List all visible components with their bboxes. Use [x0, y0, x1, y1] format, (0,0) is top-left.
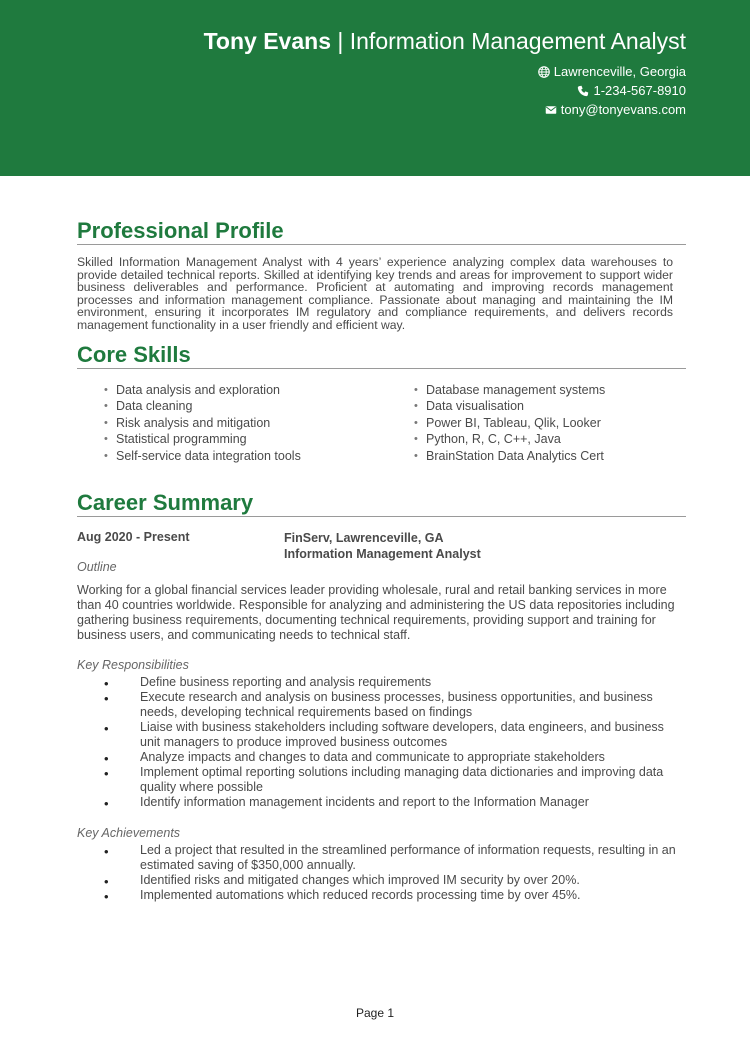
- title-separator: |: [330, 28, 350, 54]
- skills-heading: Core Skills: [77, 342, 686, 369]
- list-item: • Identified risks and mitigated changes which improved IM security by over 20%.: [77, 873, 677, 888]
- phone-text[interactable]: 1-234-567-8910: [593, 83, 686, 98]
- phone-icon: [577, 85, 589, 97]
- outline-label: Outline: [77, 560, 117, 574]
- job-outline: Working for a global financial services leader providing wholesale, rural and retail banking services in more than 40 countries worldwide. Responsible for analyzing and administering the US data repositories including gathering business requirements, documenting technical requirements, providing support and training for business users, and communicating needs to technical staff.: [77, 583, 675, 642]
- profile-heading: Professional Profile: [77, 218, 686, 245]
- career-heading: Career Summary: [77, 490, 686, 517]
- profile-text: Skilled Information Management Analyst with 4 years’ experience analyzing complex data warehouses to provide detailed technical reports. Skilled at identifying key trends and areas for improvement to support wider business deliverables and performance. Proficient at automating and improving records management processes and information management compliance. Passionate about managing and maintaining the IM environment, ensuring it incorporates IM regulatory and compliance requirements, and delivers records management functionality in a user friendly and efficient way.: [77, 255, 673, 332]
- contact-block: [538, 62, 686, 119]
- page-number: Page 1: [355, 1006, 395, 1020]
- skill-item: • Data cleaning: [104, 398, 414, 414]
- job-role: Information Management Analyst: [284, 547, 481, 561]
- achievements-list: [77, 843, 677, 903]
- globe-icon: [538, 66, 550, 78]
- list-item: • Implement optimal reporting solutions including managing data dictionaries and improving data quality where possible: [77, 765, 677, 795]
- contact-email: [538, 100, 686, 119]
- candidate-title: Information Management Analyst: [349, 28, 686, 54]
- list-item: • Analyze impacts and changes to data and communicate to appropriate stakeholders: [77, 750, 677, 765]
- list-item: • Execute research and analysis on business processes, business opportunities, and business needs, developing technical requirements based on findings: [77, 690, 677, 720]
- envelope-icon: [545, 104, 557, 116]
- skill-item: • Self-service data integration tools: [104, 448, 414, 464]
- achievements-label: Key Achievements: [77, 826, 181, 840]
- resume-header: [0, 0, 750, 176]
- skill-item: • Data analysis and exploration: [104, 382, 414, 398]
- skill-item: • Python, R, C, C++, Java: [414, 431, 605, 447]
- list-item: • Implemented automations which reduced records processing time by over 45%.: [77, 888, 677, 903]
- contact-phone: [538, 81, 686, 100]
- list-item: • Liaise with business stakeholders including software developers, data engineers, and business unit managers to produce improved business outcomes: [77, 720, 677, 750]
- contact-location: [538, 62, 686, 81]
- responsibilities-list: [77, 675, 677, 810]
- job-dates: Aug 2020 - Present: [77, 530, 190, 544]
- job-employer: FinServ, Lawrenceville, GA: [284, 531, 444, 545]
- email-text[interactable]: tony@tonyevans.com: [560, 102, 686, 117]
- job-employer-block: [284, 530, 481, 562]
- skill-item: • Statistical programming: [104, 431, 414, 447]
- list-item: • Identify information management incidents and report to the Information Manager: [77, 795, 677, 810]
- candidate-name: Tony Evans: [203, 28, 331, 54]
- skill-item: • BrainStation Data Analytics Cert: [414, 448, 605, 464]
- skill-item: • Database management systems: [414, 382, 605, 398]
- location-text: Lawrenceville, Georgia: [553, 64, 686, 79]
- skill-item: • Power BI, Tableau, Qlik, Looker: [414, 415, 605, 431]
- list-item: • Define business reporting and analysis requirements: [77, 675, 677, 690]
- header-title: [204, 28, 686, 55]
- skill-item: • Risk analysis and mitigation: [104, 415, 414, 431]
- skills-list: [104, 382, 704, 464]
- skill-item: • Data visualisation: [414, 398, 605, 414]
- skills-column-2: [414, 382, 605, 464]
- list-item: • Led a project that resulted in the streamlined performance of information requests, resulting in an estimated saving of $350,000 annually.: [77, 843, 677, 873]
- responsibilities-label: Key Responsibilities: [77, 658, 189, 672]
- skills-column-1: [104, 382, 414, 464]
